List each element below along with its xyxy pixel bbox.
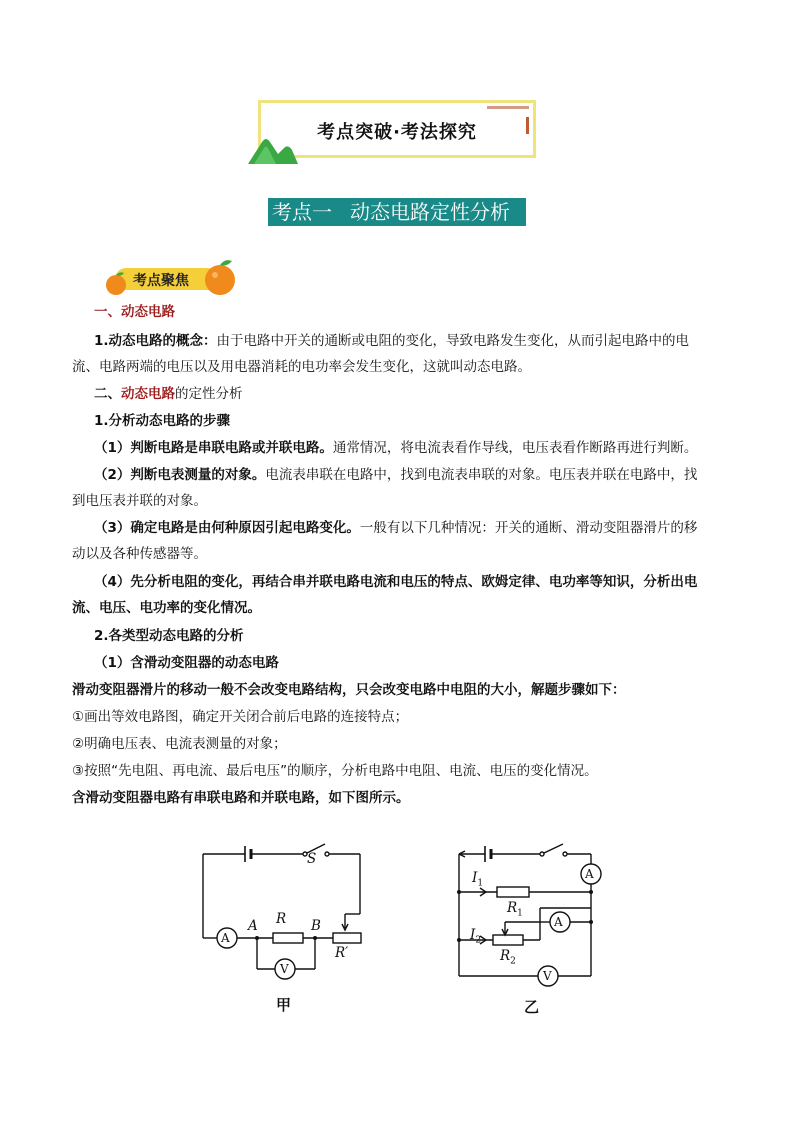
label-voltmeter: V [280, 962, 289, 976]
paragraph-definition: 1.动态电路的概念：由于电路中开关的通断或电阻的变化，导致电路发生变化，从而引起电路中的电 [94, 333, 690, 349]
label-voltmeter-right: V [543, 969, 552, 983]
label-rheostat: R′ [335, 945, 349, 961]
procedure-3: ③按照“先电阻、再电流、最后电压”的顺序，分析电路中电阻、电流、电压的变化情况。 [72, 763, 598, 779]
label-switch-s: S [307, 851, 317, 867]
section-label: 考点一 [272, 200, 332, 224]
paragraph-definition-cont: 流、电路两端的电压以及用电器消耗的电功率会发生变化，这就叫动态电路。 [72, 359, 531, 375]
label-current-i2: $I_2$ [470, 927, 482, 946]
banner-accent-line [487, 106, 529, 109]
step-1: （1）判断电路是串联电路或并联电路。通常情况，将电流表看作导线，电压表看作断路再进行判断。 [94, 440, 698, 456]
step-4: （4）先分析电阻的变化，再结合串并联电路电流和电压的特点、欧姆定律、电功率等知识，分析出电 [94, 574, 698, 590]
rheostat-intro: 滑动变阻器滑片的移动一般不会改变电路结构，只会改变电路中电阻的大小，解题步骤如下： [72, 682, 626, 698]
label-ammeter: A [221, 931, 230, 945]
figure-intro: 含滑动变阻器电路有串联电路和并联电路，如下图所示。 [72, 790, 410, 806]
procedure-1: ①画出等效电路图，确定开关闭合前后电路的连接特点； [72, 709, 409, 725]
label-point-b: B [311, 918, 321, 934]
label-current-i1: $I_1$ [472, 870, 484, 889]
step-4-cont: 流、电压、电功率的变化情况。 [72, 600, 261, 616]
subheading-types: 2.各类型动态电路的分析 [94, 628, 244, 644]
subheading-rheostat: （1）含滑动变阻器的动态电路 [94, 655, 279, 671]
step-2: （2）判断电表测量的对象。电流表串联在电路中，找到电流表串联的对象。电压表并联在电路中，找 [94, 467, 698, 483]
label-resistor-r1: $R_1$ [507, 900, 523, 919]
label-resistor-r2: $R_2$ [500, 948, 516, 967]
step-3-cont: 动以及各种传感器等。 [72, 546, 207, 562]
subheading-steps: 1.分析动态电路的步骤 [94, 413, 231, 429]
parallel-circuit [459, 844, 601, 986]
section-title: 动态电路定性分析 [350, 200, 510, 224]
focus-badge [103, 262, 235, 296]
label-resistor-r: R [276, 911, 287, 927]
orange-icon-large [203, 258, 237, 296]
label-ammeter-branch: A [554, 915, 563, 929]
orange-icon [103, 270, 129, 296]
caption-left: 甲 [276, 996, 292, 1014]
heading-dynamic-circuit: 一、动态电路 [94, 304, 175, 320]
caption-right: 乙 [524, 998, 540, 1016]
step-3: （3）确定电路是由何种原因引起电路变化。一般有以下几种情况：开关的通断、滑动变阻器滑片的移 [94, 520, 698, 536]
circuit-diagrams [195, 838, 615, 1018]
heading-qualitative-analysis: 二、动态电路的定性分析 [94, 386, 243, 402]
badge-label: 考点聚焦 [133, 273, 189, 289]
step-2-cont: 到电压表并联的对象。 [72, 493, 207, 509]
procedure-2: ②明确电压表、电流表测量的对象； [72, 736, 287, 752]
label-point-a: A [248, 918, 258, 934]
banner-title: 考点突破·考法探究 [317, 122, 477, 143]
section-heading [268, 198, 526, 226]
label-ammeter-main: A [585, 867, 594, 881]
